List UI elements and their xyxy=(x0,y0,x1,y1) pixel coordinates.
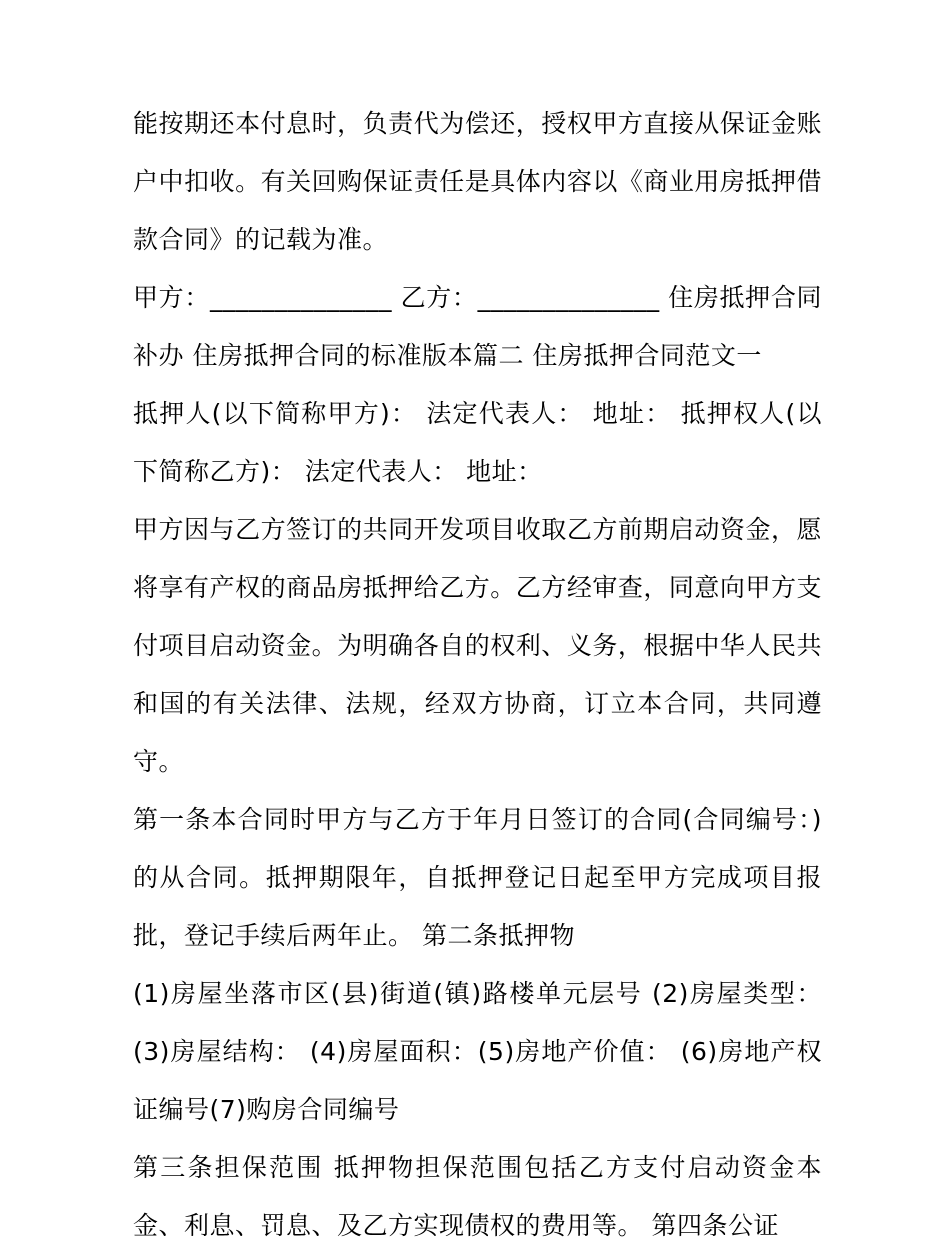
paragraph-1: 能按期还本付息时，负责代为偿还，授权甲方直接从保证金账户中扣收。有关回购保证责任是具体内容以《商业用房抵押借款合同》的记载为准。 xyxy=(133,109,822,254)
paragraph-5: 第一条本合同时甲方与乙方于年月日签订的合同(合同编号：)的从合同。抵押期限年，自抵押登记日起至甲方完成项目报批，登记手续后两年止。 第二条抵押物 xyxy=(133,805,822,950)
paragraph-2: 甲方：______________ 乙方：______________ 住房抵押合同补办 住房抵押合同的标准版本篇二 住房抵押合同范文一 xyxy=(133,283,822,370)
document-body xyxy=(133,95,822,1255)
paragraph-3: 抵押人(以下简称甲方)： 法定代表人： 地址： 抵押权人(以下简称乙方)： 法定代表人： 地址： xyxy=(133,399,822,486)
paragraph-6: (1)房屋坐落市区(县)街道(镇)路楼单元层号 (2)房屋类型：(3)房屋结构： (4)房屋面积：(5)房地产价值： (6)房地产权证编号(7)购房合同编号 xyxy=(133,979,822,1124)
paragraph-4: 甲方因与乙方签订的共同开发项目收取乙方前期启动资金，愿将享有产权的商品房抵押给乙方。乙方经审查，同意向甲方支付项目启动资金。为明确各自的权利、义务，根据中华人民共和国的有关法律、法规，经双方协商，订立本合同，共同遵守。 xyxy=(133,515,822,776)
paragraph-7: 第三条担保范围 抵押物担保范围包括乙方支付启动资金本金、利息、罚息、及乙方实现债权的费用等。 第四条公证 xyxy=(133,1153,822,1240)
